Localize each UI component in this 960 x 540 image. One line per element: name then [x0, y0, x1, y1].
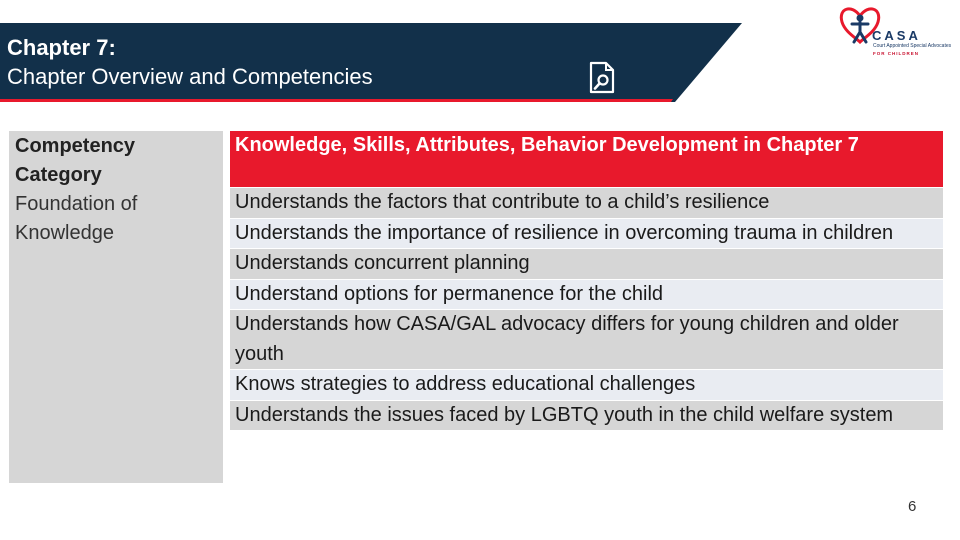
- competency-category-column: [9, 131, 223, 483]
- table-row: Understands the importance of resilience in overcoming trauma in children: [230, 219, 943, 250]
- page-number: 6: [908, 498, 917, 515]
- logo-name: CASA: [872, 28, 921, 43]
- logo-subtitle: Court Appointed Special Advocates: [873, 43, 952, 49]
- competency-category-header: Competency Category: [15, 135, 136, 186]
- table-row: Understands how CASA/GAL advocacy differs for young children and older youth: [230, 310, 943, 370]
- competency-table: [230, 131, 943, 431]
- title-line-1: Chapter 7:: [7, 35, 116, 60]
- table-row: Understands concurrent planning: [230, 249, 943, 280]
- table-header: Knowledge, Skills, Attributes, Behavior Development in Chapter 7: [230, 131, 943, 188]
- competency-category-value: Foundation of Knowledge: [15, 193, 138, 244]
- table-row: Understands the issues faced by LGBTQ youth in the child welfare system: [230, 401, 943, 432]
- table-row: Knows strategies to address educational challenges: [230, 370, 943, 401]
- slide-title: [7, 33, 373, 91]
- logo-tagline: FOR CHILDREN: [873, 51, 919, 56]
- table-row: Understand options for permanence for the child: [230, 280, 943, 311]
- table-row: Understands the factors that contribute to a child’s resilience: [230, 188, 943, 219]
- document-search-icon: [588, 61, 616, 95]
- title-line-2: Chapter Overview and Competencies: [7, 64, 373, 89]
